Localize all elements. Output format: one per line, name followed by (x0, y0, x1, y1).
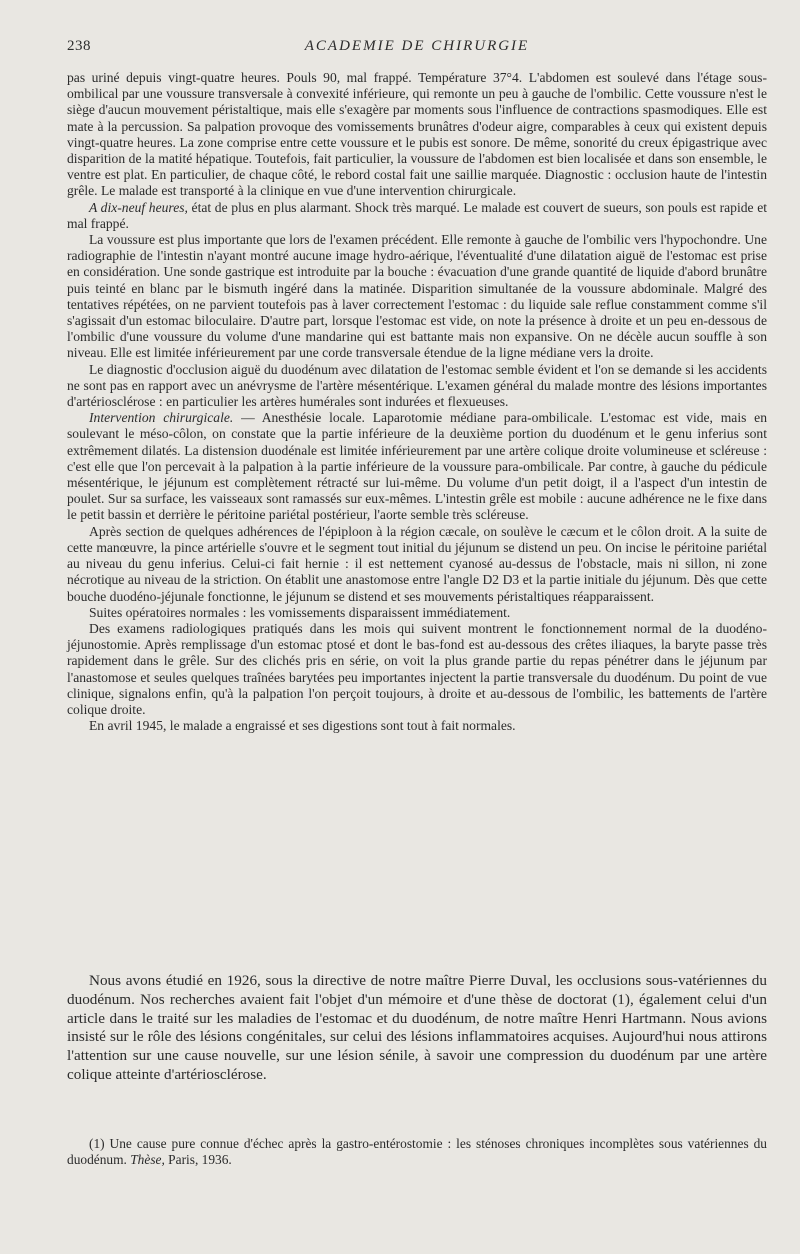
paragraph: Des examens radiologiques pratiqués dans les mois qui suivent montrent le fonctionnement normal de la duodéno-jéjunostomie. Après remplissage d'un estomac ptosé et dont le bas-fond est au-dessous des crêtes iliaques, la baryte passe très rapidement dans le grêle. Sur des clichés pris en série, on voit la plus grande partie du repas pénétrer dans le jéjunum par l'anastomose et seules quelques traînées barytées peu importantes injectent la partie transversale du duodénum. Du point de vue clinique, signalons enfin, qu'à la palpation l'on perçoit toujours, à droite et au-dessous de l'ombilic, les battements de l'artère colique droite. (67, 620, 767, 717)
paragraph: Nous avons étudié en 1926, sous la directive de notre maître Pierre Duval, les occlusions sous-vatériennes du duodénum. Nos recherches avaient fait l'objet d'un mémoire et d'une thèse de doctorat (1), également celui d'un article dans le traité sur les maladies de l'estomac et du duodénum, de notre maître Henri Hartmann. Nous avions insisté sur le rôle des lésions congénitales, sur celui des lésions inflammatoires acquises. Aujourd'hui nous attirons l'attention sur une cause nouvelle, sur une lésion sénile, à savoir une compression du duodénum par une artère colique atteinte d'artériosclérose. (67, 972, 767, 1083)
paragraph (67, 410, 767, 523)
paragraph-text: — Anesthésie locale. Laparotomie médiane para-ombilicale. L'estomac est vide, mais en soulevant le méso-côlon, on constate que la partie inférieure de la deuxième portion du duodénum et le genu inferius sont extrêmement dilatés. La distension duodénale est limitée inférieurement par une artère colique droite volumineuse et scléreuse : c'est elle que l'on percevait à la palpation à la partie inférieure de la voussure para-ombilicale. Par contre, à gauche du pédicule mésentérique, le jéjunum est complètement rétracté sur lui-même. Du volume d'un petit doigt, il a l'aspect d'un intestin de poulet. Sur sa surface, les vaisseaux sont ramassés sur eux-mêmes. L'intestin grêle est mobile : aucune adhérence ne le fixe dans le petit bassin et derrière le péritoine pariétal postérieur, l'aorte semble très scléreuse. (67, 410, 767, 523)
paragraph: La voussure est plus importante que lors de l'examen précédent. Elle remonte à gauche de l'ombilic vers l'hypochondre. Une radiographie de l'intestin n'ayant montré aucune image hydro-aérique, l'éventualité d'une dilatation aiguë de l'estomac est prise en considération. Une sonde gastrique est introduite par la bouche : évacuation d'une grande quantité de liquide d'abord brunâtre puis teinté en blanc par le bismuth ingéré dans la matinée. Disparition simultanée de la voussure abdominale. Malgré des tentatives répétées, on ne parvient toutefois pas à laver correctement l'estomac : du liquide sale reflue constamment comme s'il s'agissait d'un estomac biloculaire. D'autre part, lorsque l'estomac est vide, on note la présence à droite et un peu en-dessous de l'ombilic d'une voussure du volume d'une mandarine qui est battante mais non expansive. On ne décèle aucun souffle à son niveau. Elle est limitée inférieurement par une corde transversale étendue de la ligne médiane vers la droite. (67, 232, 767, 361)
italic-lead: Intervention chirurgicale. (89, 410, 234, 426)
italic-lead: A dix-neuf heures, (89, 199, 188, 215)
paragraph: Suites opératoires normales : les vomissements disparaissent immédiatement. (89, 604, 511, 620)
running-title: ACADEMIE DE CHIRURGIE (304, 38, 530, 54)
footnote-italic: Thèse, (130, 1152, 165, 1167)
paragraph: En avril 1945, le malade a engraissé et ses digestions sont tout à fait normales. (89, 718, 516, 734)
paragraph-text: état de plus en plus alarmant. Shock très marqué. Le malade est couvert de sueurs, son pouls est rapide et mal frappé. (67, 199, 768, 231)
page-number: 238 (67, 38, 91, 54)
paragraph: Le diagnostic d'occlusion aiguë du duodénum avec dilatation de l'estomac semble évident et l'on se demande si les accidents ne sont pas en rapport avec un anévrysme de l'artère mésentérique. L'examen général du malade montre des lésions importantes d'artériosclérose : en particulier les artères humérales sont indurées et flexueuses. (67, 361, 767, 410)
discussion (67, 972, 767, 1085)
paragraph: Après section de quelques adhérences de l'épiploon à la région cæcale, on soulève le cæcum et le côlon droit. A la suite de cette manœuvre, la pince artérielle s'ouvre et le segment tout initial du jéjunum se distend un peu. On incise le péritoine pariétal au niveau du genu inferius. Celui-ci fait hernie : il est nettement cyanosé au-dessus de l'obstacle, mais ni sillon, ni zone nécrotique au niveau de la striction. On établit une anastomose entre l'angle D2 D3 et la partie initiale du jéjunum. Dès que cette bouche duodéno-jéjunale fonctionne, le jéjunum se distend et ses mouvements péristaltiques réapparaissent. (67, 523, 767, 604)
paragraph (67, 200, 767, 232)
footnote-tail: Paris, 1936. (164, 1152, 232, 1167)
paragraph: pas uriné depuis vingt-quatre heures. Pouls 90, mal frappé. Température 37°4. L'abdomen est soulevé dans l'étage sous-ombilical par une voussure transversale à convexité inférieure, qui remonte un peu à gauche de l'ombilic. Cette voussure n'est le siège d'aucun mouvement péristaltique, mais elle s'exagère par moments sous l'influence de contractions spasmodiques. Elle est mate à la percussion. Sa palpation provoque des vomissements brunâtres d'odeur aigre, comparables à ceux qui existent depuis vingt-quatre heures. La zone comprise entre cette voussure et le pubis est sonore. De même, sonorité du creux épigastrique avec disparition de la matité hépatique. Toutefois, fait particulier, la voussure de l'abdomen est bien localisée et dans son ensemble, le ventre est plat. En particulier, de chaque côté, le rebord costal fait une saillie marquée. Diagnostic : occlusion haute de l'intestin grêle. Le malade est transporté à la clinique en vue d'une intervention chirurgicale. (67, 70, 767, 199)
footnote (67, 1136, 767, 1168)
case-observation (67, 70, 767, 734)
page-header (67, 38, 767, 60)
footnote-text (67, 1136, 767, 1168)
footnote-body: (1) Une cause pure connue d'échec après la gastro-entérostomie : les sténoses chroniques incomplètes sous vatériennes du duodénum. (67, 1136, 767, 1167)
